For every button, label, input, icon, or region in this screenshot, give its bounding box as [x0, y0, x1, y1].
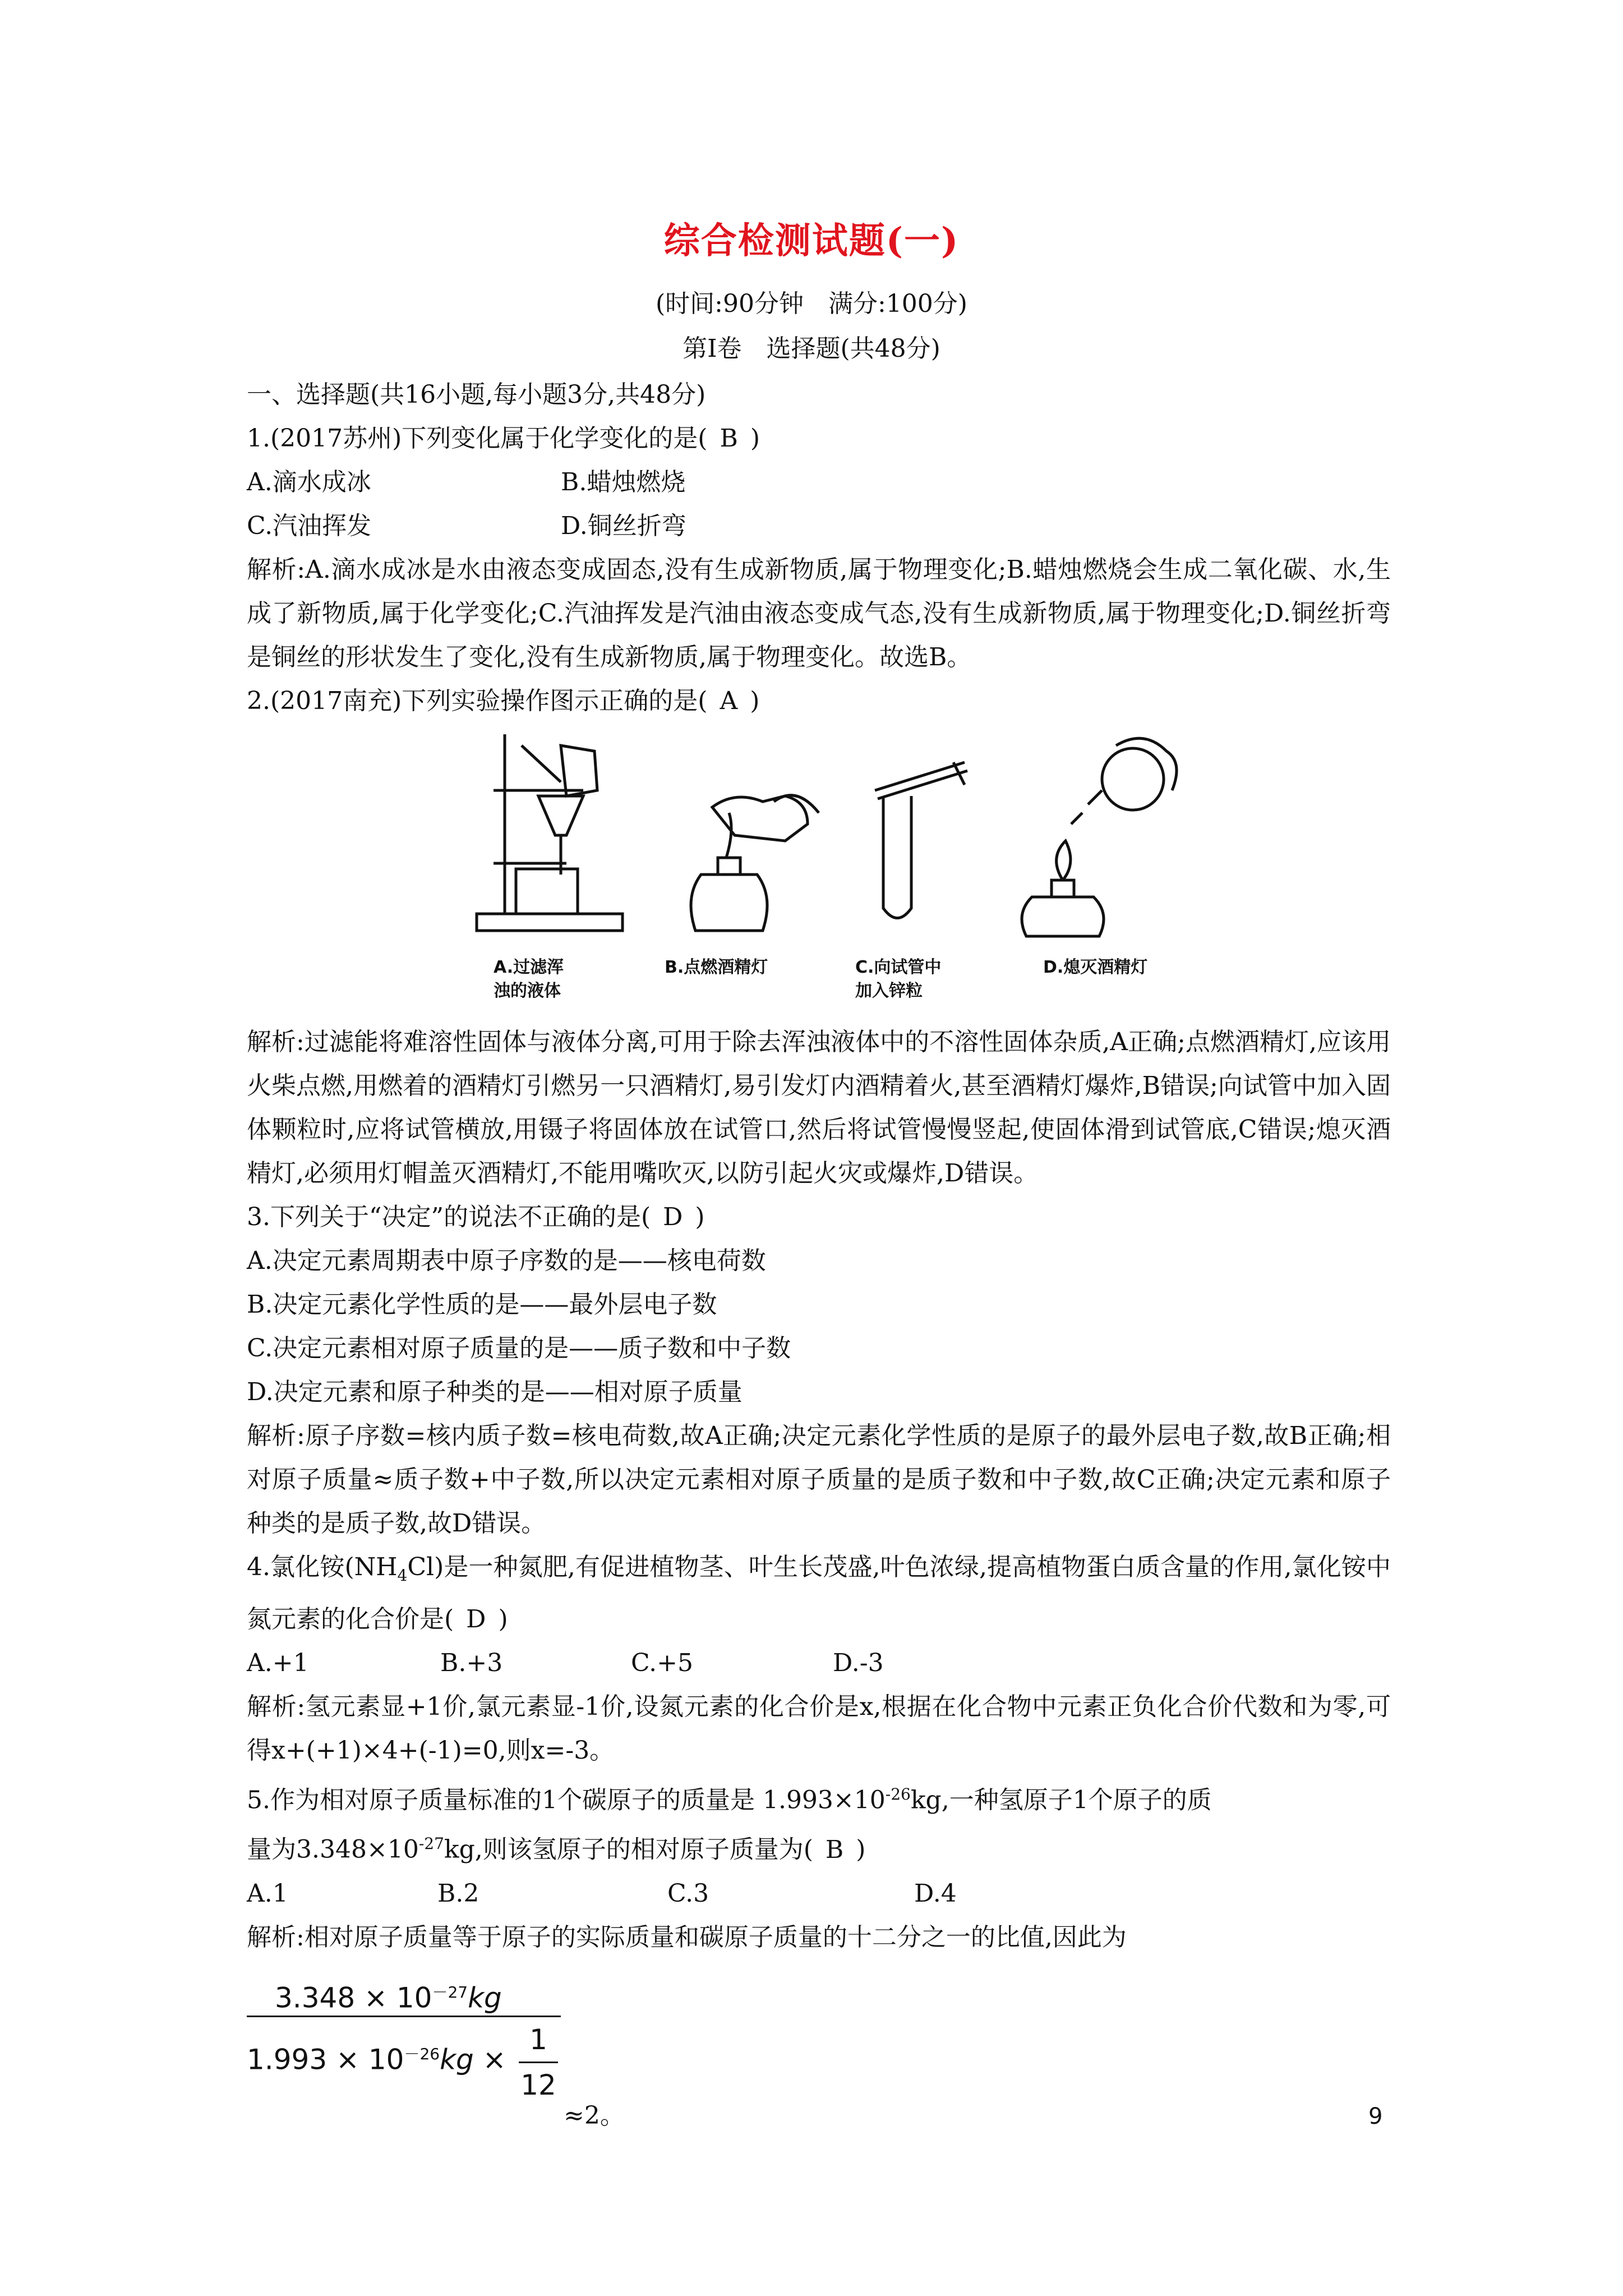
question-1-options-row-2 — [247, 504, 1391, 548]
option-d: D.铜丝折弯 — [561, 512, 686, 540]
formula-result: ≈2。 — [564, 2101, 625, 2131]
question-5-stem: 5.作为相对原子质量标准的1个碳原子的质量是 $1.993\times 10^{-26}kg$,一种氢原子1个原子的质 量为$3.348\times 10^{-27}kg$,则该氢原子的相对原子质量为( B ) — [247, 1773, 1391, 1872]
lab-operations-figure — [247, 729, 1391, 1020]
relative-mass-formula — [247, 1971, 1391, 2139]
option-d: D.决定元素和原子种类的是——相对原子质量 — [247, 1378, 743, 1406]
answer-letter: A — [720, 687, 738, 715]
option-a: A.决定元素周期表中原子序数的是——核电荷数 — [247, 1246, 766, 1275]
option-d: D.-3 — [833, 1648, 884, 1677]
answer-letter: B — [720, 424, 738, 453]
page-number: 9 — [1368, 2104, 1383, 2129]
option-d: D.4 — [914, 1879, 957, 1908]
question-2-analysis: 解析:过滤能将难溶性固体与液体分离,可用于除去浑浊液体中的不溶性固体杂质,A正确;点燃酒精灯,应该用火柴点燃,用燃着的酒精灯引燃另一只酒精灯,易引发灯内酒精着火,甚至酒精灯爆炸,B错误;向试管中加入固体颗粒时,应将试管横放,用镊子将固体放在试管口,然后将试管慢慢竖起,使固体滑到试管底,C错误;熄灭酒精灯,必须用灯帽盖灭酒精灯,不能用嘴吹灭,以防引起火灾或爆炸,D错误。 — [247, 1028, 1391, 1188]
option-c: C.3 — [667, 1879, 709, 1908]
question-5-options — [247, 1872, 1391, 1916]
blowing-out-lamp-drawing — [1022, 738, 1177, 936]
section-heading: 一、选择题(共16小题,每小题3分,共48分) — [247, 380, 706, 409]
figure-label-a: A.过滤浑 浊的液体 — [494, 958, 564, 1001]
figure-label-d: D.熄灭酒精灯 — [1043, 958, 1148, 977]
question-4-stem: 4.氯化铵$(NH_4Cl)$是一种氮肥,有促进植物茎、叶生长茂盛,叶色浓绿,提高植物蛋白质含量的作用,氯化铵中氮元素的化合价是( D ) — [247, 1545, 1391, 1641]
formula-denominator: $1.993 \times 10^{-26}kg$ × — [247, 2043, 506, 2076]
question-1-options-row-1 — [247, 461, 1391, 504]
alcohol-lamp-lighting-drawing — [691, 795, 819, 931]
question-content — [247, 373, 1391, 2139]
question-stem-text: 3.下列关于“决定”的说法不正确的是( — [247, 1203, 651, 1231]
option-a: A.1 — [247, 1879, 288, 1908]
question-1-stem: 1.(2017苏州)下列变化属于化学变化的是( B ) — [247, 417, 1391, 461]
lab-apparatus-illustration — [471, 729, 1200, 953]
question-4-options — [247, 1641, 1391, 1685]
option-b: B.+3 — [440, 1648, 503, 1677]
option-c: C.决定元素相对原子质量的是——质子数和中子数 — [247, 1334, 791, 1363]
option-a: A.+1 — [247, 1648, 309, 1677]
formula-numerator: $3.348 \times 10^{-27}kg$ — [275, 1981, 502, 2014]
test-tube-drawing — [875, 762, 967, 918]
figure-label-c: C.向试管中 加入锌粒 — [855, 958, 942, 1001]
figure-label-b: B.点燃酒精灯 — [665, 958, 768, 977]
answer-letter: B — [825, 1835, 844, 1865]
question-3-analysis: 解析:原子序数=核内质子数=核电荷数,故A正确;决定元素化学性质的是原子的最外层电子数,故B正确;相对原子质量≈质子数+中子数,所以决定元素相对原子质量的是质子数和中子数,故C正确;决定元素和原子种类的是质子数,故D错误。 — [247, 1421, 1391, 1538]
option-b: B.2 — [437, 1879, 479, 1908]
question-5-analysis: 解析:相对原子质量等于原子的实际质量和碳原子质量的十二分之一的比值,因此为 — [247, 1923, 1127, 1952]
question-3-stem: 3.下列关于“决定”的说法不正确的是( D ) — [247, 1195, 1391, 1239]
formula-one-twelfth: 1 12 — [519, 2021, 558, 2104]
formula-fraction-bar — [247, 2016, 561, 2017]
question-stem-text: 2.(2017南充)下列实验操作图示正确的是( — [247, 687, 708, 715]
time-info: (时间:90分钟 满分:100分) — [656, 289, 967, 318]
question-2-stem: 2.(2017南充)下列实验操作图示正确的是( A ) — [247, 679, 1391, 723]
volume-title: 第Ⅰ卷 选择题(共48分) — [683, 334, 940, 363]
option-c: C.+5 — [631, 1648, 693, 1677]
answer-letter: D — [466, 1604, 486, 1634]
option-c: C.汽油挥发 — [247, 512, 372, 540]
option-b: B.蜡烛燃烧 — [561, 468, 686, 496]
question-1-analysis: 解析:A.滴水成冰是水由液态变成固态,没有生成新物质,属于物理变化;B.蜡烛燃烧会生成二氧化碳、水,生成了新物质,属于化学变化;C.汽油挥发是汽油由液态变成气态,没有生成新物质,属于物理变化;D.铜丝折弯是铜丝的形状发生了变化,没有生成新物质,属于物理变化。故选B。 — [247, 555, 1391, 671]
filtration-apparatus-drawing — [477, 734, 623, 931]
question-stem-text: 1.(2017苏州)下列变化属于化学变化的是( — [247, 424, 708, 453]
answer-letter: D — [663, 1203, 683, 1231]
option-a: A.滴水成冰 — [247, 468, 371, 496]
question-4-analysis: 解析:氢元素显+1价,氯元素显-1价,设氮元素的化合价是x,根据在化合物中元素正负化合价代数和为零,可得x+(+1)×4+(-1)=0,则x=-3。 — [247, 1692, 1391, 1765]
page-title: 综合检测试题(一) — [663, 220, 960, 262]
option-b: B.决定元素化学性质的是——最外层电子数 — [247, 1290, 717, 1319]
